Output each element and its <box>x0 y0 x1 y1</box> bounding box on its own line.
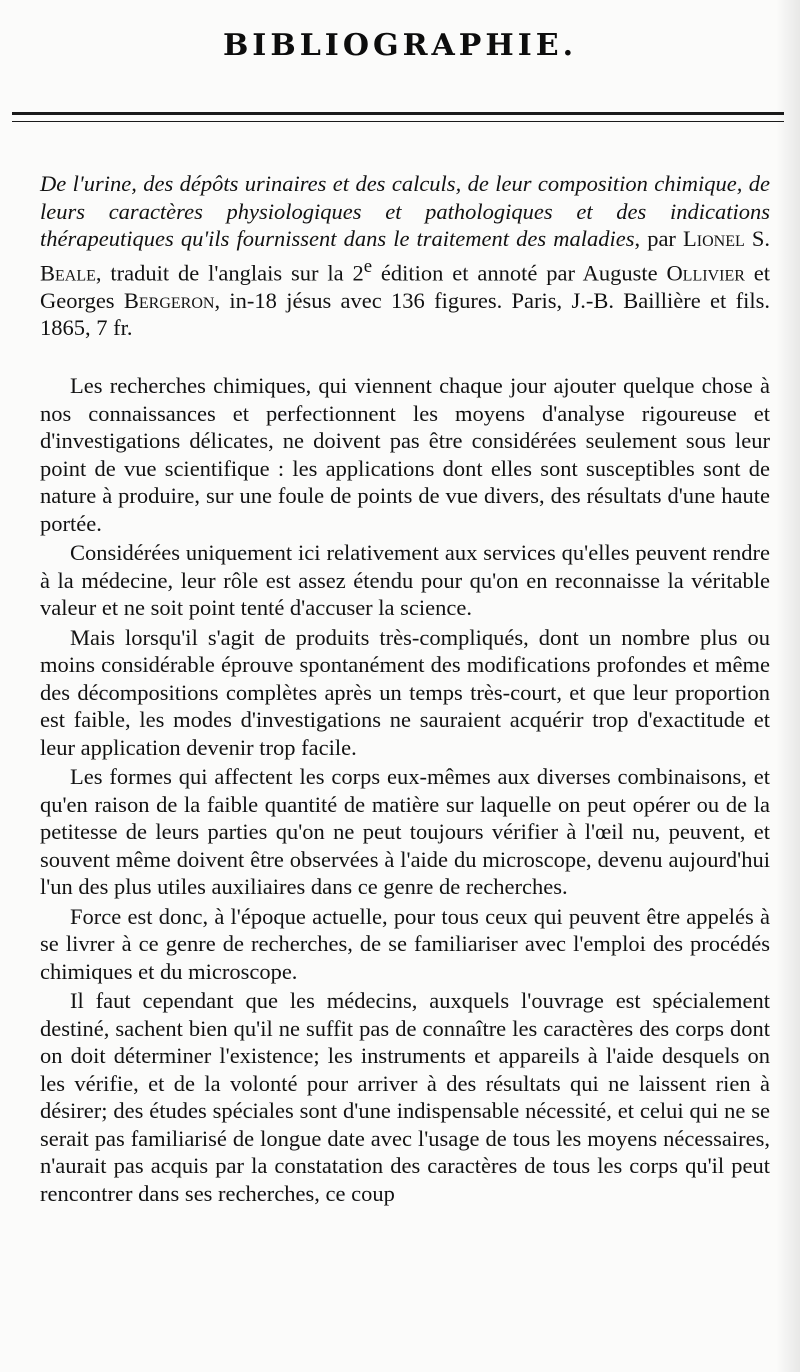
author-name: Lionel S. Beale <box>40 226 770 285</box>
header-rule <box>12 112 784 122</box>
paragraph: Mais lorsqu'il s'agit de produits très-compliqués, dont un nombre plus ou moins considérable éprouve spontanément des modifications profondes et même des décompositions complètes après un temps très-court, et que leur proportion est faible, les modes d'investigations ne sauraient acquérir trop d'exactitude et leur application devenir trop facile. <box>40 624 770 760</box>
citation-and: et Georges <box>40 260 770 313</box>
paragraph: Il faut cependant que les médecins, auxquels l'ouvrage est spécialement destiné, sachent bien qu'il ne suffit pas de connaître les caractères des corps dont on doit déterminer l'existence; les instruments et appareils à l'aide desquels on les vérifie, et de la volonté pour arriver à des résultats qui ne laissent rien à désirer; des études spéciales sont d'une indispensable nécessité, et celui qui ne se serait pas familiarisé de longue date avec l'usage de tous les moyens nécessaires, n'aurait pas acquis par la constatation des caractères de tous les corps qu'il peut rencontrer dans ses recherches, ce coup <box>40 988 770 1206</box>
paragraph: Les formes qui affectent les corps eux-mêmes aux diverses combinaisons, et qu'en raison de la faible quantité de matière sur laquelle on peut opérer ou de la petitesse de leurs parties qu'on ne peut toujours vérifier à l'œil nu, peuvent, et souvent même doivent être observées à l'aide du microscope, devenu aujourd'hui l'un des plus utiles auxiliaires dans ce genre de recherches. <box>40 764 770 899</box>
section-header: BIBLIOGRAPHIE. <box>222 28 578 63</box>
citation-by: , par <box>634 226 684 251</box>
edition-superscript: e <box>363 255 373 277</box>
review-body <box>40 372 770 1207</box>
book-title: De l'urine, des dépôts urinaires et des calculs, de leur composition chimique, de leurs caractères physiologiques et pathologiques et des indications thérapeutiques qu'ils fournissent dans le traitement des maladies <box>40 171 770 251</box>
citation-translation: , traduit de l'anglais sur la 2 <box>95 260 364 285</box>
paragraph: Force est donc, à l'époque actuelle, pour tous ceux qui peuvent être appelés à se livrer à ce genre de recherches, de se familiariser avec l'emploi des procédés chimiques et du microscope. <box>40 903 770 984</box>
paragraph: Les recherches chimiques, qui viennent chaque jour ajouter quelque chose à nos connaissances et perfectionnent les moyens d'analyse rigoureuse et d'investigations délicates, ne doivent pas être considérées seulement sous leur point de vue scientifique : les applications dont elles sont susceptibles sont de nature à produire, sur une foule de points de vue divers, des résultats d'une haute portée. <box>40 373 770 536</box>
page-edge-shadow <box>776 0 800 1372</box>
publication-details: , in-18 jésus avec 136 figures. Paris, J.-B. Baillière et fils. 1865, 7 fr. <box>40 287 770 340</box>
paragraph: Considérées uniquement ici relativement aux services qu'elles peuvent rendre à la médecine, leur rôle est assez étendu pour qu'on en reconnaisse la véritable valeur et ne soit point tenté d'accuser la science. <box>40 540 770 620</box>
annotator-name-1: Ollivier <box>666 260 745 285</box>
bibliographic-citation <box>40 170 770 342</box>
annotator-name-2: Bergeron <box>123 287 215 313</box>
citation-translation-continued: édition et annoté par Auguste <box>372 260 667 285</box>
